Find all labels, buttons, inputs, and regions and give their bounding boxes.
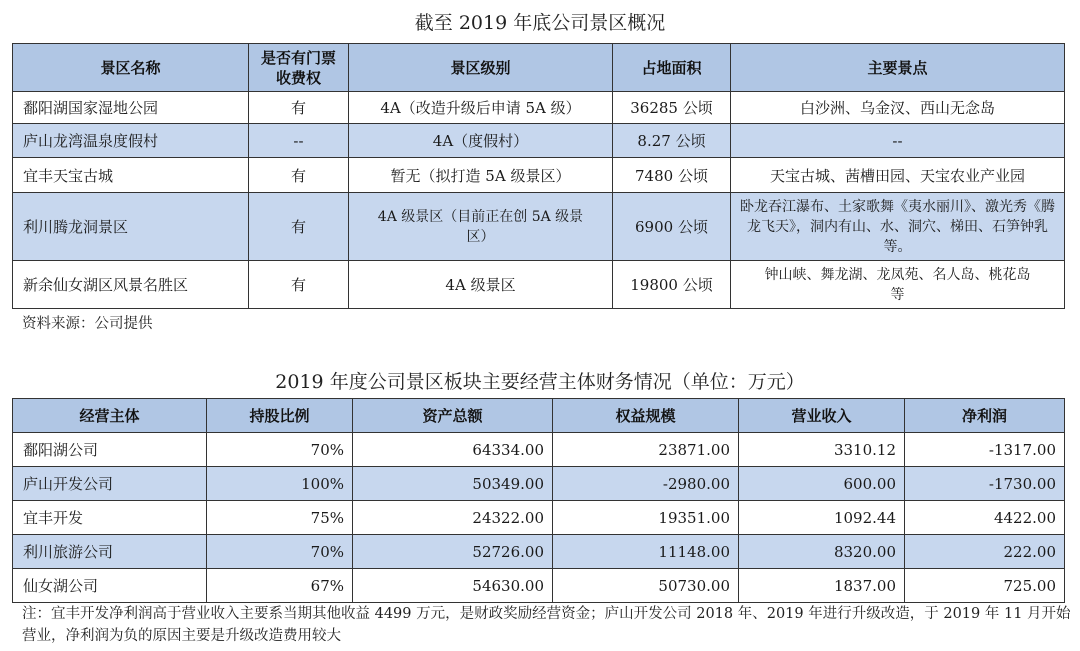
scenic-overview-table — [12, 43, 1065, 309]
table-cell: 67% — [207, 569, 353, 603]
header-cell: 景区级别 — [349, 44, 613, 92]
table-header-row — [13, 399, 1065, 433]
table-cell: 19351.00 — [553, 501, 739, 535]
table-cell: 有 — [249, 261, 349, 309]
table-row — [13, 569, 1065, 603]
table-cell: 52726.00 — [353, 535, 553, 569]
table-cell: 4A（度假村） — [349, 124, 613, 158]
table-cell: 钟山峡、舞龙湖、龙凤苑、名人岛、桃花岛等 — [731, 261, 1065, 309]
table-cell: 鄱阳湖公司 — [13, 433, 207, 467]
table-cell: 宜丰天宝古城 — [13, 158, 249, 193]
table-cell: 50730.00 — [553, 569, 739, 603]
table-cell: 暂无（拟打造 5A 级景区） — [349, 158, 613, 193]
table-header-row — [13, 44, 1065, 92]
table-cell: 4422.00 — [905, 501, 1065, 535]
table-row — [13, 158, 1065, 193]
table-cell: 7480 公顷 — [613, 158, 731, 193]
table-cell: 1837.00 — [739, 569, 905, 603]
table-cell: 新余仙女湖区风景名胜区 — [13, 261, 249, 309]
footnote: 注：宜丰开发净利润高于营业收入主要系当期其他收益 4499 万元，是财政奖励经营资金；庐山开发公司 2018 年、2019 年进行升级改造，于 2019 年 11 月开始营业，净利润为负的原因主要是升级改造费用较大 — [22, 606, 1071, 644]
table-cell: 36285 公顷 — [613, 92, 731, 124]
header-cell: 权益规模 — [553, 399, 739, 433]
header-cell: 景区名称 — [13, 44, 249, 92]
table-cell: -2980.00 — [553, 467, 739, 501]
finance-table — [12, 398, 1065, 603]
table-cell: 8320.00 — [739, 535, 905, 569]
table-cell: 23871.00 — [553, 433, 739, 467]
table-cell: 70% — [207, 535, 353, 569]
table-cell: 有 — [249, 158, 349, 193]
header-cell: 营业收入 — [739, 399, 905, 433]
table-cell: 卧龙吞江瀑布、土家歌舞《夷水丽川》、激光秀《腾龙飞天》，洞内有山、水、洞穴、梯田、石笋钟乳等。 — [731, 193, 1065, 261]
table-cell: 100% — [207, 467, 353, 501]
table-row — [13, 535, 1065, 569]
table-cell: 仙女湖公司 — [13, 569, 207, 603]
table-cell: 75% — [207, 501, 353, 535]
table-row — [13, 124, 1065, 158]
table-cell: 4A 级景区（目前正在创 5A 级景区） — [349, 193, 613, 261]
table-cell: 4A 级景区 — [349, 261, 613, 309]
table-row — [13, 193, 1065, 261]
table-cell: -1730.00 — [905, 467, 1065, 501]
table-row — [13, 433, 1065, 467]
table-cell: 庐山龙湾温泉度假村 — [13, 124, 249, 158]
table-cell: 6900 公顷 — [613, 193, 731, 261]
table-cell: -- — [249, 124, 349, 158]
table-cell: 70% — [207, 433, 353, 467]
header-cell: 主要景点 — [731, 44, 1065, 92]
table2-title: 2019 年度公司景区板块主要经营主体财务情况（单位：万元） — [275, 371, 805, 393]
table-cell: 利川腾龙洞景区 — [13, 193, 249, 261]
header-cell: 占地面积 — [613, 44, 731, 92]
table-cell: 19800 公顷 — [613, 261, 731, 309]
table-cell: 利川旅游公司 — [13, 535, 207, 569]
table-cell: 600.00 — [739, 467, 905, 501]
table-cell: 50349.00 — [353, 467, 553, 501]
table-cell: 54630.00 — [353, 569, 553, 603]
table-cell: 24322.00 — [353, 501, 553, 535]
table-cell: 222.00 — [905, 535, 1065, 569]
table-cell: -- — [731, 124, 1065, 158]
table-cell: 4A（改造升级后申请 5A 级） — [349, 92, 613, 124]
header-cell: 净利润 — [905, 399, 1065, 433]
table-row — [13, 501, 1065, 535]
header-cell: 经营主体 — [13, 399, 207, 433]
source-note: 资料来源：公司提供 — [22, 316, 153, 332]
table-cell: 64334.00 — [353, 433, 553, 467]
header-cell: 持股比例 — [207, 399, 353, 433]
table1-title: 截至 2019 年底公司景区概况 — [414, 12, 666, 34]
table-row — [13, 261, 1065, 309]
table-cell: 白沙洲、乌金汊、西山无念岛 — [731, 92, 1065, 124]
table-cell: 1092.44 — [739, 501, 905, 535]
header-cell: 资产总额 — [353, 399, 553, 433]
table-row — [13, 467, 1065, 501]
table-cell: 有 — [249, 92, 349, 124]
table-row — [13, 92, 1065, 124]
table-cell: 725.00 — [905, 569, 1065, 603]
table-cell: 有 — [249, 193, 349, 261]
table-cell: 天宝古城、茜槽田园、天宝农业产业园 — [731, 158, 1065, 193]
table-cell: 鄱阳湖国家湿地公园 — [13, 92, 249, 124]
header-cell: 是否有门票收费权 — [249, 44, 349, 92]
table-cell: 8.27 公顷 — [613, 124, 731, 158]
table-cell: 3310.12 — [739, 433, 905, 467]
table-cell: 庐山开发公司 — [13, 467, 207, 501]
table-cell: -1317.00 — [905, 433, 1065, 467]
table-cell: 11148.00 — [553, 535, 739, 569]
table-cell: 宜丰开发 — [13, 501, 207, 535]
